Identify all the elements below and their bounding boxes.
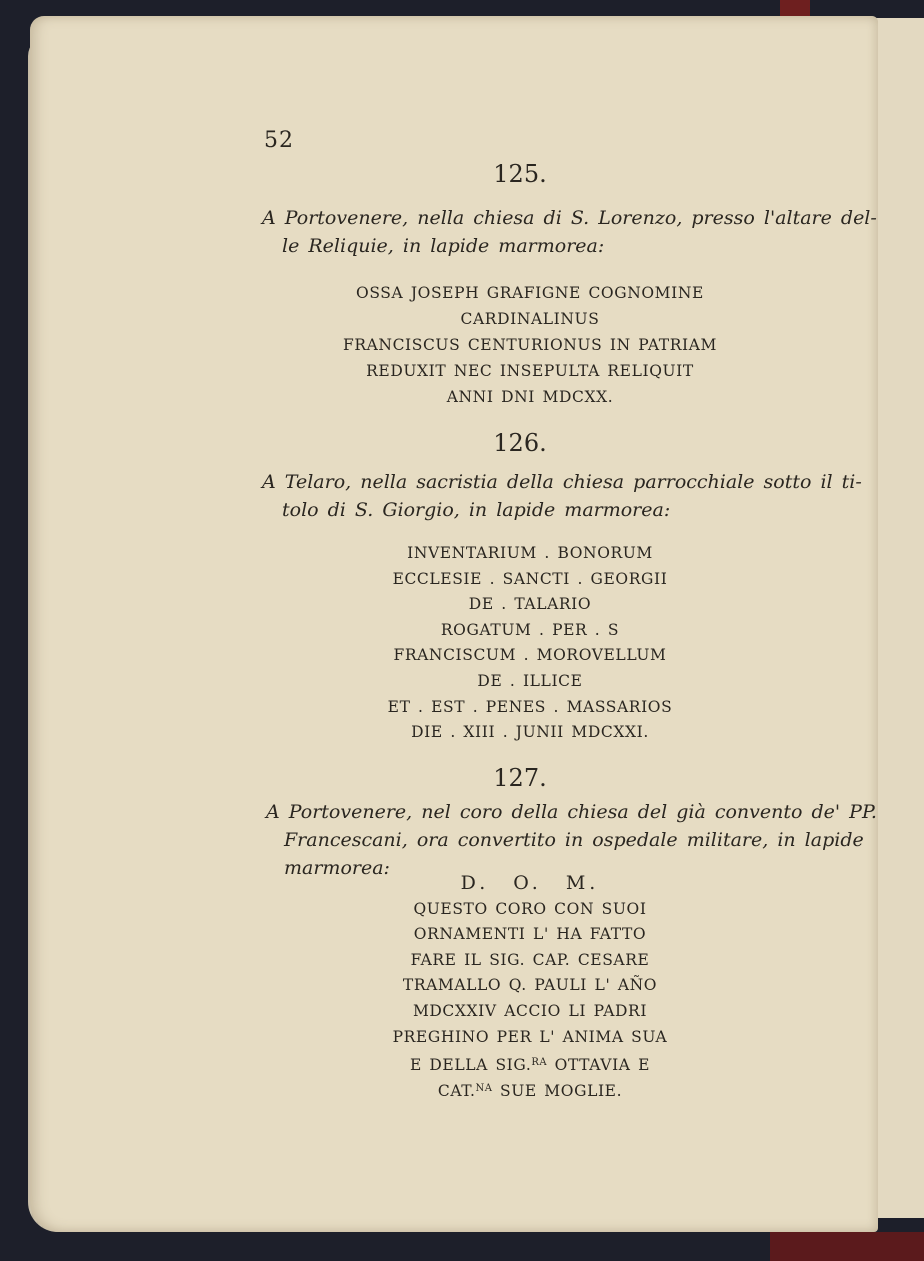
entry-number-125: 125. — [493, 160, 547, 188]
entry-127-intro-line-1: A Portovenere, nel coro della chiesa del già convento de' PP. — [266, 801, 877, 823]
inscription-line: DE . ILLICE — [477, 671, 583, 690]
inscription-line: DE . TALARIO — [468, 595, 592, 614]
inscription-line: ECCLESIE . SANCTI . GEORGII — [392, 569, 668, 588]
entry-number-127: 127. — [493, 764, 547, 792]
inscription-line: REDUXIT NEC INSEPULTA RELIQUIT — [366, 362, 694, 380]
inscription-line: FRANCISCUS CENTURIONUS IN PATRIAM — [342, 336, 718, 354]
inscription-text: E DELLA SIG. — [409, 1056, 532, 1075]
inscription-line: ROGATUM . PER . S — [440, 620, 620, 639]
inscription-line: TRAMALLO Q. PAULI L' AÑO — [402, 976, 658, 995]
superscript-abbrev: RA — [531, 1057, 548, 1069]
inscription-line: CARDINALINUS — [460, 310, 600, 328]
inscription-line: ORNAMENTI L' HA FATTO — [413, 925, 647, 944]
inscription-line: DIE . XIII . JUNII MDCXXI. — [411, 723, 649, 742]
entry-126-intro-line-2: tolo di S. Giorgio, in lapide marmorea: — [282, 499, 671, 521]
inscription-line — [300, 1076, 760, 1102]
entry-126-inscription — [300, 541, 760, 746]
inscription-line: ANNI DNI MDCXX. — [446, 388, 614, 406]
inscription-heading: D. O. M. — [460, 872, 600, 894]
entry-127-intro-line-2: Francescani, ora convertito in ospedale militare, in lapide — [284, 829, 864, 851]
inscription-line: ET . EST . PENES . MASSARIOS — [387, 697, 673, 716]
entry-125-intro-line-1: A Portovenere, nella chiesa di S. Lorenzo, presso l'altare del- — [262, 207, 877, 229]
inscription-line: PREGHINO PER L' ANIMA SUA — [392, 1027, 668, 1046]
inscription-line: INVENTARIUM . BONORUM — [407, 544, 653, 562]
inscription-line: FARE IL SIG. CAP. CESARE — [410, 950, 650, 969]
entry-127-intro-line-3: marmorea: — [284, 857, 390, 879]
inscription-text: OTTAVIA E — [547, 1056, 651, 1075]
entry-125-intro-line-2: le Reliquie, in lapide marmorea: — [282, 235, 605, 257]
page-number: 52 — [264, 128, 294, 153]
inscription-text: SUE MOGLIE. — [492, 1081, 623, 1100]
entry-125-inscription — [300, 280, 760, 410]
inscription-line: FRANCISCUM . MOROVELLUM — [393, 646, 667, 665]
superscript-abbrev: NA — [475, 1082, 493, 1094]
entry-126-intro-line-1: A Telaro, nella sacristia della chiesa parrocchiale sotto il ti- — [262, 471, 862, 493]
entry-number-126: 126. — [493, 429, 547, 457]
inscription-line: MDCXXIV ACCIO LI PADRI — [412, 1001, 648, 1020]
inscription-text: CAT. — [437, 1081, 476, 1100]
inscription-line — [300, 1050, 760, 1076]
entry-127-inscription — [300, 871, 760, 1101]
inscription-line: OSSA JOSEPH GRAFIGNE COGNOMINE — [356, 284, 704, 302]
inscription-line: QUESTO CORO CON SUOI — [413, 899, 647, 918]
